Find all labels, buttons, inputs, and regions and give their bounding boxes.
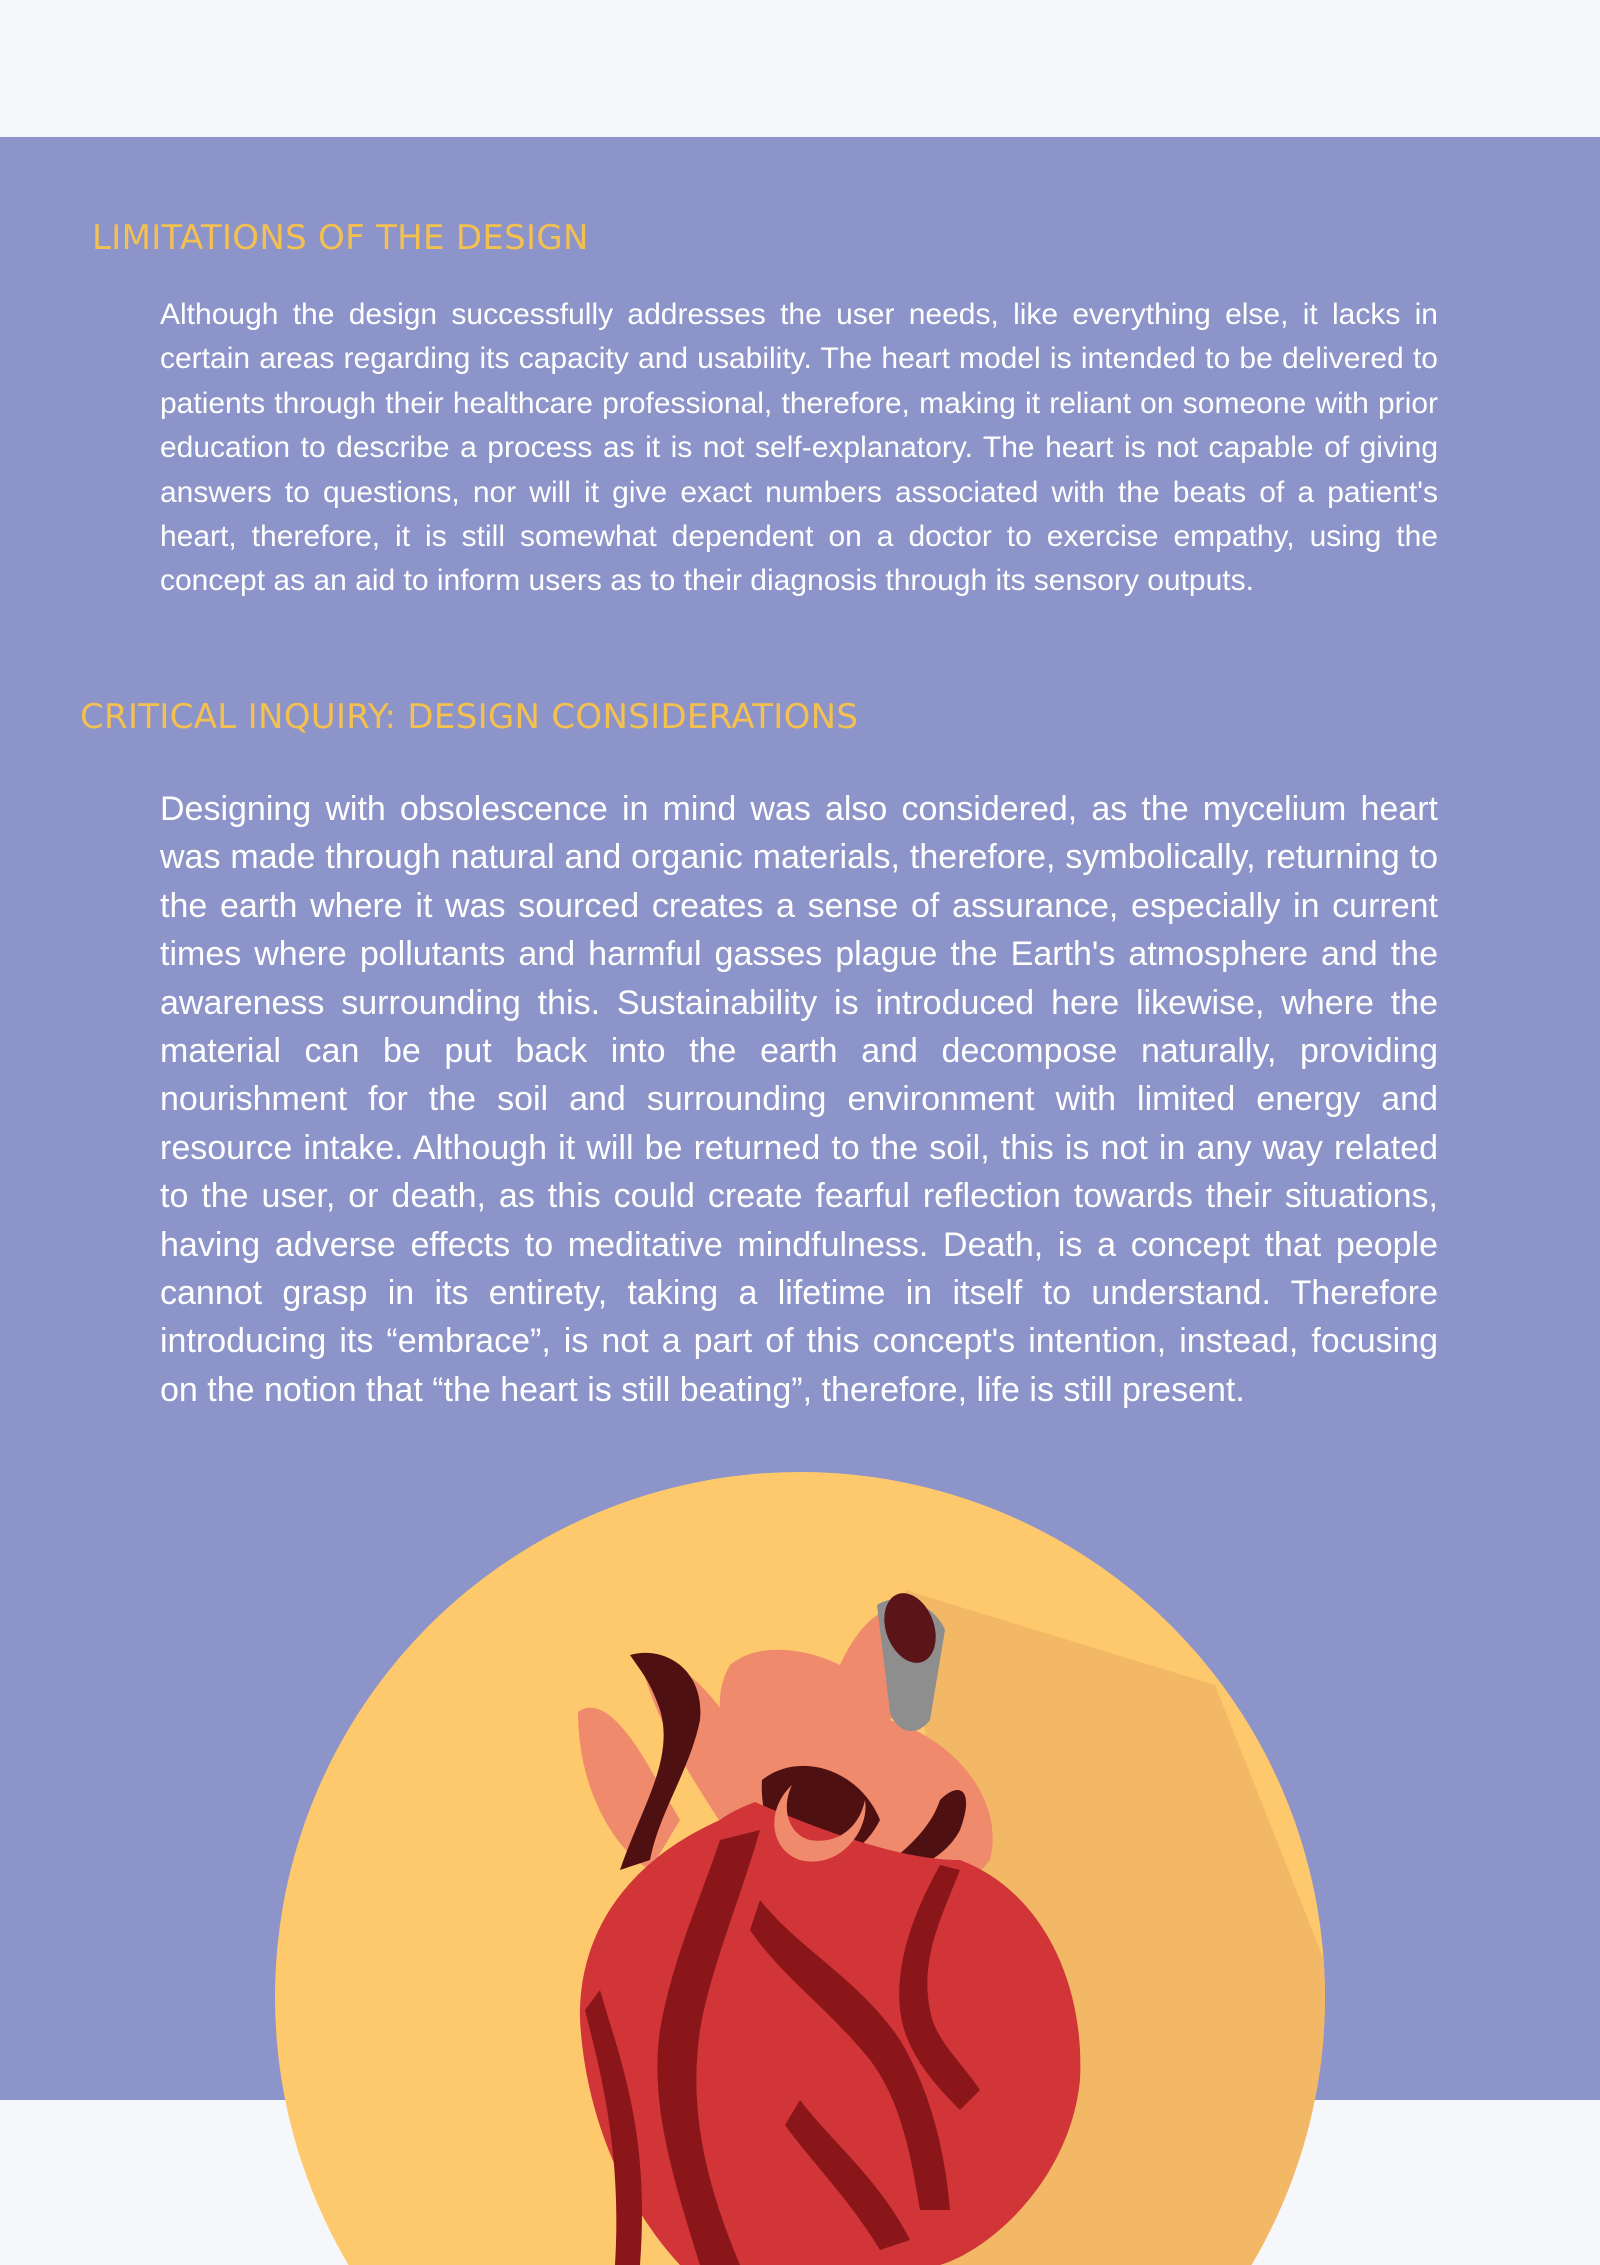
section-body-limitations: Although the design successfully addresses the user needs, like everything else, it lacks in certain areas regarding its capacity and usability. The heart model is intended to be delivered to patients through their healthcare professional, therefore, making it reliant on someone with prior education to describe a process as it is not self-explanatory. The heart is not capable of giving answers to questions, nor will it give exact numbers associated with the beats of a patient's heart, therefore, it is still somewhat dependent on a doctor to exercise empathy, using the concept as an aid to inform users as to their diagnosis through its sensory outputs. <box>160 298 1438 598</box>
section-heading-critical-inquiry: CRITICAL INQUIRY: DESIGN CONSIDERATIONS <box>80 697 859 737</box>
section-body-critical-inquiry: Designing with obsolescence in mind was also considered, as the mycelium heart was made through natural and organic materials, therefore, symbolically, returning to the earth where it was sourced creates a sense of assurance, especially in current times where pollutants and harmful gasses plague the Earth's atmosphere and the awareness surrounding this. Sustainability is introduced here likewise, where the material can be put back into the earth and decompose naturally, providing nourishment for the soil and surrounding environment with limited energy and resource intake. Although it will be returned to the soil, this is not in any way related to the user, or death, as this could create fearful reflection towards their situations, having adverse effects to meditative mindfulness. Death, is a concept that people cannot grasp in its entirety, taking a lifetime in itself to understand. Therefore introducing its “embrace”, is not a part of this concept's intention, instead, focusing on the notion that “the heart is still beating”, therefore, life is still present. <box>160 790 1438 1409</box>
section-heading-limitations: LIMITATIONS OF THE DESIGN <box>92 218 589 258</box>
